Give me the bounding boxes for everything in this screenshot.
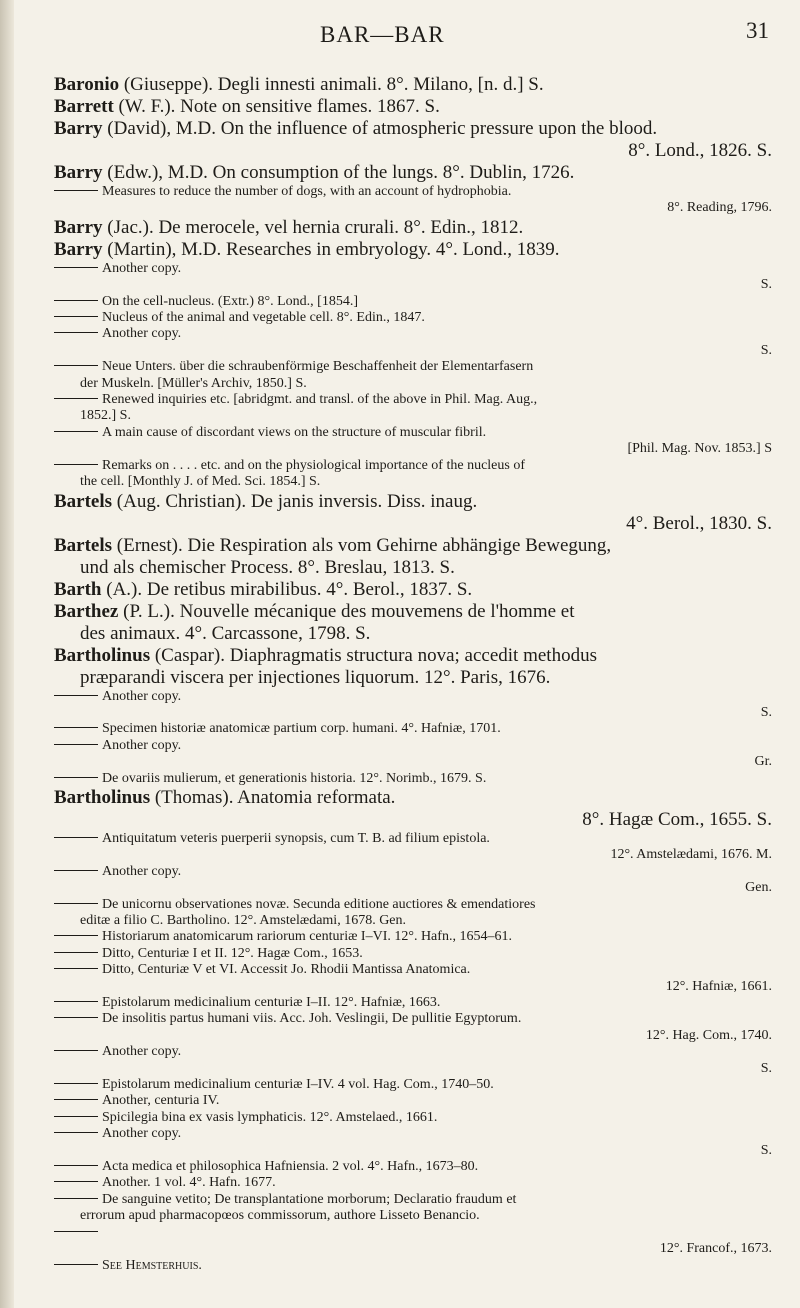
sub-entry — [54, 946, 772, 962]
author-name: Bartholinus — [54, 644, 155, 666]
entry-imprint: S. — [760, 704, 772, 720]
ditto-dash — [54, 316, 98, 317]
ditto-dash — [54, 903, 98, 904]
entry-imprint: S. — [760, 1142, 772, 1158]
ditto-dash — [54, 935, 98, 936]
entry-imprint: 8°. Hagæ Com., 1655. S. — [582, 808, 772, 830]
author-entry — [54, 162, 772, 184]
ditto-dash — [54, 1099, 98, 1100]
entry-imprint: S. — [760, 1060, 772, 1076]
sub-entry — [54, 425, 772, 458]
entry-imprint: [Phil. Mag. Nov. 1853.] S — [627, 441, 772, 457]
ditto-dash — [54, 300, 98, 301]
entry-text: (Martin), M.D. Researches in embryology. 4°. Lond., 1839. — [107, 238, 560, 260]
entry-text: (Jac.). De merocele, vel hernia crurali. 8°. Edin., 1812. — [107, 216, 524, 238]
entry-text: Epistolarum medicinalium centuriæ I–IV. 4 vol. Hag. Com., 1740–50. — [102, 1077, 494, 1093]
entry-text: Renewed inquiries etc. [abridgmt. and transl. of the above in Phil. Mag. Aug., — [102, 392, 538, 408]
entry-text: (Aug. Christian). De janis inversis. Diss. inaug. — [116, 490, 478, 512]
entry-text: (W. F.). Note on sensitive flames. 1867. S. — [118, 96, 440, 117]
sub-entry — [54, 1011, 772, 1044]
entry-text: Ditto, Centuriæ V et VI. Accessit Jo. Rhodii Mantissa Anatomica. — [102, 962, 471, 978]
entry-continuation: 1852.] S. — [80, 408, 131, 424]
entry-text: On the cell-nucleus. (Extr.) 8°. Lond., [1854.] — [102, 293, 358, 309]
ditto-dash — [54, 968, 98, 969]
entry-text: Ditto, Centuriæ I et II. 12°. Hagæ Com., 1653. — [102, 945, 363, 961]
sub-entry — [54, 738, 772, 771]
ditto-dash — [54, 744, 98, 745]
author-entry — [54, 239, 772, 261]
sub-entry — [54, 995, 772, 1011]
entry-imprint: 8°. Lond., 1826. S. — [628, 140, 772, 161]
ditto-dash — [54, 870, 98, 871]
entry-continuation: the cell. [Monthly J. of Med. Sci. 1854.] S. — [80, 474, 321, 490]
author-name: Bartholinus — [54, 786, 155, 808]
entry-imprint: Gen. — [745, 880, 772, 896]
sub-entry — [54, 962, 772, 995]
ditto-dash — [54, 332, 98, 333]
entry-text: Remarks on . . . . etc. and on the physiological importance of the nucleus of — [102, 457, 526, 473]
ditto-dash — [54, 695, 98, 696]
author-entry — [54, 579, 772, 601]
sub-entry — [54, 1225, 772, 1258]
running-head: BAR—BAR — [320, 22, 445, 47]
ditto-dash — [54, 365, 98, 366]
sub-entry — [54, 326, 772, 359]
sub-entry — [54, 771, 772, 787]
sub-entry — [54, 1110, 772, 1126]
ditto-dash — [54, 727, 98, 728]
bibliography-entries — [54, 74, 772, 1274]
entry-continuation: præparandi viscera per injectiones liquorum. 12°. Paris, 1676. — [80, 666, 551, 688]
ditto-dash — [54, 1116, 98, 1117]
sub-entry — [54, 1175, 772, 1191]
ditto-dash — [54, 1001, 98, 1002]
entry-text: Epistolarum medicinalium centuriæ I–II. 12°. Hafniæ, 1663. — [102, 995, 441, 1010]
author-entry — [54, 118, 772, 162]
entry-text: Another copy. — [102, 260, 182, 276]
page-binding-edge — [0, 0, 14, 1308]
sub-entry — [54, 310, 772, 326]
sub-entry — [54, 831, 772, 864]
entry-continuation: editæ a filio C. Bartholino. 12°. Amstelædami, 1678. Gen. — [80, 912, 407, 928]
sub-entry — [54, 1159, 772, 1175]
ditto-dash — [54, 1264, 98, 1265]
entry-text: Another copy. — [102, 326, 182, 342]
author-entry — [54, 96, 772, 118]
ditto-dash — [54, 1132, 98, 1133]
entry-text: Another copy. — [102, 1044, 182, 1060]
sub-entry — [54, 721, 772, 737]
ditto-dash — [54, 1231, 98, 1232]
ditto-dash — [54, 464, 98, 465]
sub-entry — [54, 1258, 772, 1274]
entry-text: De ovariis mulierum, et generationis historia. 12°. Norimb., 1679. S. — [102, 770, 487, 786]
entry-text: (Thomas). Anatomia reformata. — [154, 786, 396, 808]
entry-text: Neue Unters. über die schraubenförmige Beschaffenheit der Elementarfasern — [102, 359, 534, 375]
entry-text: Antiquitatum veteris puerperii synopsis, cum T. B. ad filium epistola. — [102, 830, 490, 846]
sub-entry — [54, 184, 772, 217]
author-name: Bartels — [54, 490, 117, 512]
sub-entry — [54, 458, 772, 491]
entry-continuation: und als chemischer Process. 8°. Breslau, 1813. S. — [80, 556, 455, 578]
sub-entry — [54, 864, 772, 897]
entry-imprint: 4°. Berol., 1830. S. — [626, 512, 772, 534]
sub-entry — [54, 392, 772, 425]
entry-imprint: S. — [760, 342, 772, 358]
entry-text: Another. 1 vol. 4°. Hafn. 1677. — [102, 1175, 276, 1191]
author-entry — [54, 491, 772, 535]
author-name: Barry — [54, 162, 108, 183]
entry-text: De insolitis partus humani viis. Acc. Joh. Veslingii, De pullitie Egyptorum. — [102, 1011, 522, 1027]
ditto-dash — [54, 1083, 98, 1084]
ditto-dash — [54, 952, 98, 953]
entry-text: Measures to reduce the number of dogs, with an account of hydrophobia. — [102, 184, 512, 199]
sub-entry — [54, 1126, 772, 1159]
entry-text: Another copy. — [102, 737, 182, 753]
sub-entry — [54, 1044, 772, 1077]
entry-text: De unicornu observationes novæ. Secunda editione auctiores & emendatiores — [102, 896, 536, 912]
sub-entry — [54, 1077, 772, 1093]
sub-entry — [54, 1192, 772, 1225]
entry-text: Specimen historiæ anatomicæ partium corp. humani. 4°. Hafniæ, 1701. — [102, 721, 501, 737]
sub-entry — [54, 1093, 772, 1109]
entry-text: Historiarum anatomicarum rariorum centuriæ I–VI. 12°. Hafn., 1654–61. — [102, 929, 512, 945]
entry-text: Another copy. — [102, 1126, 182, 1142]
entry-text: (Giuseppe). Degli innesti animali. 8°. Milano, [n. d.] S. — [123, 74, 544, 95]
ditto-dash — [54, 837, 98, 838]
ditto-dash — [54, 777, 98, 778]
ditto-dash — [54, 398, 98, 399]
author-entry — [54, 535, 772, 579]
entry-imprint: 12°. Amstelædami, 1676. M. — [610, 847, 772, 863]
entry-text: (David), M.D. On the influence of atmospheric pressure upon the blood. — [107, 118, 658, 139]
sub-entry — [54, 294, 772, 310]
entry-text: Another, centuria IV. — [102, 1093, 220, 1109]
entry-text: (A.). De retibus mirabilibus. 4°. Berol., 1837. S. — [106, 578, 473, 600]
author-name: Barry — [54, 238, 108, 260]
author-entry — [54, 601, 772, 645]
ditto-dash — [54, 1017, 98, 1018]
entry-text: (Caspar). Diaphragmatis structura nova; accedit methodus — [154, 644, 597, 666]
author-name: Barry — [54, 216, 108, 238]
entry-text: De sanguine vetito; De transplantatione morborum; Declaratio fraudum et — [102, 1191, 517, 1207]
author-name: Bartels — [54, 534, 117, 556]
page-number: 31 — [746, 18, 769, 43]
entry-text: A main cause of discordant views on the structure of muscular fibril. — [102, 424, 487, 440]
author-entry — [54, 74, 772, 96]
ditto-dash — [54, 1198, 98, 1199]
sub-entry — [54, 929, 772, 945]
entry-imprint: S. — [760, 277, 772, 293]
sub-entry — [54, 359, 772, 392]
entry-text: (Ernest). Die Respiration als vom Gehirne abhängige Bewegung, — [116, 534, 612, 556]
entry-imprint: 12°. Francof., 1673. — [659, 1241, 772, 1257]
entry-text: Another copy. — [102, 688, 182, 704]
sub-entry — [54, 689, 772, 722]
ditto-dash — [54, 1050, 98, 1051]
author-name: Barry — [54, 118, 108, 139]
author-name: Barthez — [54, 600, 124, 622]
entry-text: Nucleus of the animal and vegetable cell. 8°. Edin., 1847. — [102, 310, 425, 326]
entry-text: Spicilegia bina ex vasis lymphaticis. 12°. Amstelaed., 1661. — [102, 1109, 438, 1125]
entry-imprint: Gr. — [754, 754, 772, 770]
ditto-dash — [54, 190, 98, 191]
entry-imprint: 12°. Hag. Com., 1740. — [645, 1027, 772, 1043]
entry-text: (Edw.), M.D. On consumption of the lungs. 8°. Dublin, 1726. — [107, 162, 575, 183]
entry-text: Acta medica et philosophica Hafniensia. 2 vol. 4°. Hafn., 1673–80. — [102, 1159, 479, 1175]
entry-text: See Hemsterhuis. — [102, 1257, 202, 1273]
author-name: Barth — [54, 578, 107, 600]
ditto-dash — [54, 1165, 98, 1166]
author-entry — [54, 645, 772, 689]
author-name: Barrett — [54, 96, 119, 117]
author-entry — [54, 217, 772, 239]
sub-entry — [54, 261, 772, 294]
entry-continuation: errorum apud pharmacopœos commissorum, authore Lisseto Benancio. — [80, 1208, 480, 1224]
ditto-dash — [54, 1181, 98, 1182]
ditto-dash — [54, 431, 98, 432]
entry-text: Another copy. — [102, 863, 182, 879]
author-entry — [54, 787, 772, 831]
ditto-dash — [54, 267, 98, 268]
entry-continuation: des animaux. 4°. Carcassone, 1798. S. — [80, 622, 371, 644]
author-name: Baronio — [54, 74, 124, 95]
entry-imprint: 8°. Reading, 1796. — [667, 200, 772, 216]
entry-continuation: der Muskeln. [Müller's Archiv, 1850.] S. — [80, 375, 307, 391]
entry-text: (P. L.). Nouvelle mécanique des mouvemens de l'homme et — [123, 600, 575, 622]
sub-entry — [54, 897, 772, 930]
entry-imprint: 12°. Hafniæ, 1661. — [665, 978, 772, 994]
